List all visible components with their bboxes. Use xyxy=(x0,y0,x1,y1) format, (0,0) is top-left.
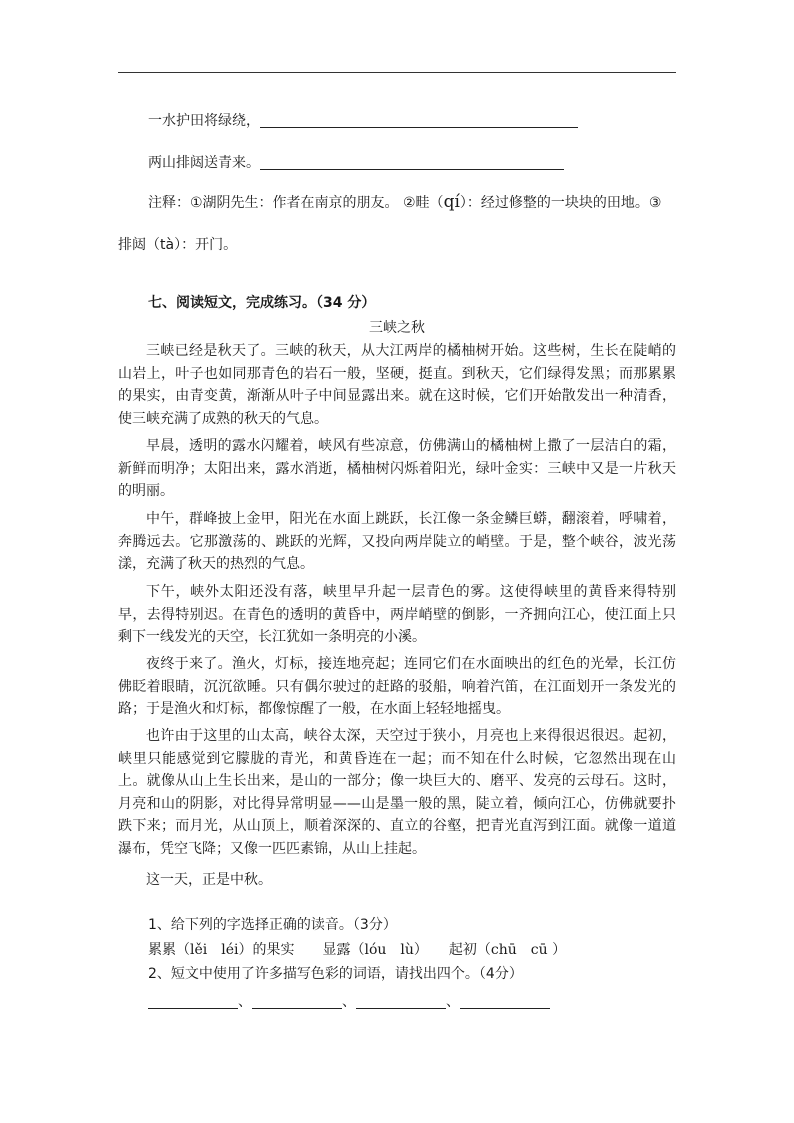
poem-line-2-text: 两山排闼送青来。 xyxy=(148,155,260,171)
passage-paragraph-6: 也许由于这里的山太高，峡谷太深，天空过于狭小，月亮也上来得很迟很迟。起初，峡里只能感觉到它朦胧的青光，和黄昏连在一起；而不知在什么时候，它忽然出现在山上。就像从山上生长出来，是山的一部分；像一块巨大的、磨平、发亮的云母石。这时，月亮和山的阴影，对比得异常明显——山是墨一般的黑，陡立着，倾向江心，仿佛就要扑跌下来；而月光，从山顶上，顺着深深的、直立的谷壑，把青光直泻到江面。就像一道道瀑布，凭空飞降；又像一匹匹素锦，从山上挂起。 xyxy=(118,728,676,857)
header-rule xyxy=(118,72,676,73)
passage-title: 三峡之秋 xyxy=(369,320,425,336)
notes-line-2 xyxy=(118,234,678,254)
notes-pinyin-qi: qí xyxy=(443,192,460,212)
separator-2: 、 xyxy=(342,994,356,1010)
answer-blank-color-3[interactable] xyxy=(356,994,446,1009)
answer-blank-2[interactable] xyxy=(260,155,564,170)
question-2-answer-row xyxy=(148,991,708,1011)
passage-paragraph-4: 下午，峡外太阳还没有落，峡里早升起一层青色的雾。这使得峡里的黄昏来得特别早，去得特别迟。在青色的透明的黄昏中，两岸峭壁的倒影，一齐拥向江心，使江面上只剩下一线发光的天空，长江犹如一条明亮的小溪。 xyxy=(118,584,676,646)
notes-text-1: 注释：①湖阴先生：作者在南京的朋友。 ②畦（ xyxy=(148,195,444,211)
poem-line-1-text: 一水护田将绿绕， xyxy=(148,113,260,129)
question-1-options: 累累（lěi léi）的果实 显露（lóu lù） 起初（chū cū ） xyxy=(148,942,567,958)
section-7-heading: 七、阅读短文，完成练习。（34 分） xyxy=(148,295,376,311)
question-2-label: 2、短文中使用了许多描写色彩的词语，请找出四个。（4分） xyxy=(148,966,523,982)
notes-text-3: 排闼（tà）：开门。 xyxy=(118,237,238,253)
answer-blank-color-4[interactable] xyxy=(460,994,550,1009)
passage-paragraph-3: 中午，群峰披上金甲，阳光在水面上跳跃，长江像一条金鳞巨蟒，翻滚着，呼啸着，奔腾远去。它那激荡的、跳跃的光辉，又投向两岸陡立的峭壁。于是，整个峡谷，波光荡漾，充满了秋天的热烈的气息。 xyxy=(118,511,676,573)
separator-1: 、 xyxy=(238,994,252,1010)
notes-text-2: ）：经过修整的一块块的田地。③ xyxy=(459,195,662,211)
answer-blank-color-1[interactable] xyxy=(148,994,238,1009)
passage-paragraph-7: 这一天，正是中秋。 xyxy=(146,872,272,888)
passage-paragraph-2: 早晨，透明的露水闪耀着，峡风有些凉意，仿佛满山的橘柚树上撒了一层洁白的霜，新鲜而明净；太阳出来，露水消逝，橘柚树闪烁着阳光，绿叶金实：三峡中又是一片秋天的明丽。 xyxy=(118,438,676,500)
question-1-label: 1、给下列的字选择正确的读音。（3分） xyxy=(148,917,397,933)
poem-line-2 xyxy=(148,152,708,172)
answer-blank-color-2[interactable] xyxy=(252,994,342,1009)
passage-paragraph-5: 夜终于来了。渔火，灯标，接连地亮起；连同它们在水面映出的红色的光晕，长江仿佛眨着眼睛，沉沉欲睡。只有偶尔驶过的赶路的驳船，响着汽笛，在江面划开一条发光的路；于是渔火和灯标，都像惊醒了一般，在水面上轻轻地摇曳。 xyxy=(118,656,676,718)
notes-line-1 xyxy=(148,192,708,212)
poem-line-1 xyxy=(148,110,708,130)
passage-paragraph-1: 三峡已经是秋天了。三峡的秋天，从大江两岸的橘柚树开始。这些树，生长在陡峭的山岩上，叶子也如同那青色的岩石一般，坚硬，挺直。到秋天，它们绿得发黑；而那累累的果实，由青变黄，渐渐从叶子中间显露出来。就在这时候，它们开始散发出一种清香，使三峡充满了成熟的秋天的气息。 xyxy=(118,343,676,427)
separator-3: 、 xyxy=(446,994,460,1010)
answer-blank-1[interactable] xyxy=(260,113,578,128)
